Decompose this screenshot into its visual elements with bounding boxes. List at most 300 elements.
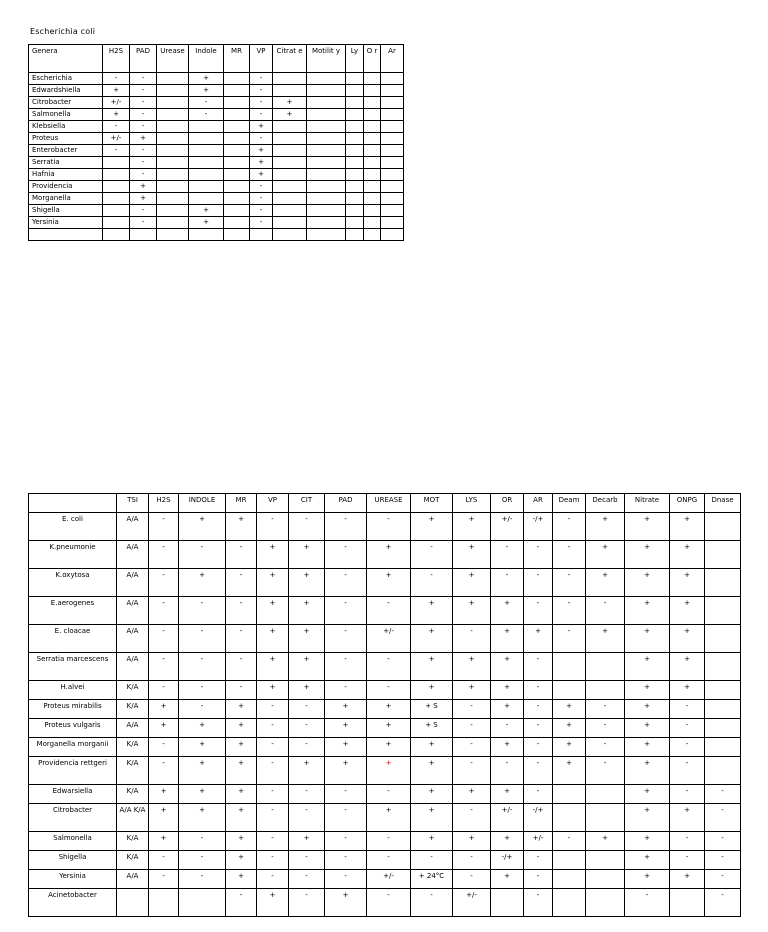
table-cell xyxy=(381,205,404,217)
table-cell xyxy=(224,217,250,229)
row-label: Edwarsiella xyxy=(29,785,117,804)
table-cell xyxy=(224,205,250,217)
row-label: Yersinia xyxy=(29,217,103,229)
table-cell: - xyxy=(524,700,553,719)
table-cell: + xyxy=(670,625,705,653)
table-cell: + xyxy=(625,757,670,785)
table-cell xyxy=(189,133,224,145)
table-cell: + xyxy=(250,157,273,169)
table-cell: + xyxy=(524,625,553,653)
table-cell: + xyxy=(453,513,491,541)
table-cell: - xyxy=(453,719,491,738)
table-cell xyxy=(103,229,130,241)
table-cell: + S xyxy=(411,719,453,738)
table-cell: + xyxy=(553,757,586,785)
table-cell: + xyxy=(189,85,224,97)
table-cell xyxy=(307,97,346,109)
table-cell: + xyxy=(625,625,670,653)
table-cell xyxy=(224,133,250,145)
table-cell xyxy=(273,73,307,85)
row-label: Hafnia xyxy=(29,169,103,181)
column-header: H2S xyxy=(149,494,179,513)
table-cell: - xyxy=(325,625,367,653)
row-label: E. cloacae xyxy=(29,625,117,653)
table-row xyxy=(29,121,404,133)
table-cell xyxy=(346,97,364,109)
table-cell xyxy=(381,121,404,133)
table-row xyxy=(29,217,404,229)
table-cell: + xyxy=(325,757,367,785)
table-cell: - xyxy=(670,738,705,757)
column-header: Genera xyxy=(29,45,103,73)
table-row xyxy=(29,97,404,109)
table-cell: A/A xyxy=(117,513,149,541)
table-row xyxy=(29,181,404,193)
table-cell xyxy=(157,229,189,241)
table-cell xyxy=(364,97,381,109)
column-header: Nitrate xyxy=(625,494,670,513)
table-cell: + xyxy=(226,804,257,832)
table-cell: - xyxy=(453,700,491,719)
table-row xyxy=(29,889,741,917)
table-cell: + xyxy=(257,889,289,917)
table-cell xyxy=(103,157,130,169)
row-label: Citrobacter xyxy=(29,804,117,832)
table-cell: A/A xyxy=(117,541,149,569)
table-cell: - xyxy=(411,569,453,597)
table-cell: A/A xyxy=(117,719,149,738)
table-cell: - xyxy=(491,719,524,738)
table-cell: - xyxy=(189,109,224,121)
table-cell xyxy=(130,229,157,241)
row-label: K.oxytosa xyxy=(29,569,117,597)
table-cell: - xyxy=(103,145,130,157)
table-cell: - xyxy=(250,133,273,145)
table-cell xyxy=(273,205,307,217)
table-cell: - xyxy=(491,757,524,785)
table-row xyxy=(29,85,404,97)
table-cell: - xyxy=(670,785,705,804)
table-cell: + xyxy=(226,851,257,870)
row-label: H.alvei xyxy=(29,681,117,700)
table-cell: - xyxy=(130,169,157,181)
table-row xyxy=(29,513,741,541)
table-cell: + xyxy=(250,121,273,133)
table-cell: - xyxy=(149,870,179,889)
table-cell: - xyxy=(453,757,491,785)
table-cell xyxy=(346,73,364,85)
genera-table xyxy=(28,44,404,241)
table-row xyxy=(29,133,404,145)
header-row xyxy=(29,494,741,513)
table-cell xyxy=(553,889,586,917)
table-cell: - xyxy=(257,851,289,870)
table-cell: + xyxy=(411,681,453,700)
table-cell: + S xyxy=(411,700,453,719)
column-header: Indole xyxy=(189,45,224,73)
table-cell: + xyxy=(491,738,524,757)
column-header: UREASE xyxy=(367,494,411,513)
table-cell xyxy=(273,181,307,193)
table-cell: +/- xyxy=(367,625,411,653)
table-cell: K/A xyxy=(117,785,149,804)
table-cell: + xyxy=(289,541,325,569)
row-label: Yersinia xyxy=(29,870,117,889)
table-cell: +/- xyxy=(524,832,553,851)
table-cell: + xyxy=(179,757,226,785)
table-cell xyxy=(157,169,189,181)
table-cell: A/A xyxy=(117,870,149,889)
table-cell xyxy=(307,217,346,229)
table-cell: + xyxy=(625,785,670,804)
table-cell xyxy=(157,133,189,145)
table-cell xyxy=(364,169,381,181)
table-row xyxy=(29,870,741,889)
table-cell: + xyxy=(367,757,411,785)
table-cell xyxy=(103,205,130,217)
table-cell xyxy=(364,145,381,157)
column-header: Urease xyxy=(157,45,189,73)
table-cell xyxy=(189,229,224,241)
column-header: O r xyxy=(364,45,381,73)
table-cell: - xyxy=(670,832,705,851)
table-cell: + xyxy=(367,804,411,832)
table-cell xyxy=(364,85,381,97)
row-label: Morganella xyxy=(29,193,103,205)
table-cell xyxy=(307,205,346,217)
table-cell: - xyxy=(179,681,226,700)
table-cell xyxy=(705,757,741,785)
table-cell: - xyxy=(586,757,625,785)
table-cell: - xyxy=(325,870,367,889)
table-cell xyxy=(346,145,364,157)
column-header: VP xyxy=(257,494,289,513)
table-cell xyxy=(157,121,189,133)
column-header: Decarb xyxy=(586,494,625,513)
table-cell: + xyxy=(325,719,367,738)
table-cell: - xyxy=(149,597,179,625)
table-cell: - xyxy=(257,832,289,851)
table-cell xyxy=(381,109,404,121)
table-cell: + xyxy=(625,513,670,541)
table-cell xyxy=(381,73,404,85)
table-cell xyxy=(157,217,189,229)
table-cell: + xyxy=(226,832,257,851)
table-cell xyxy=(553,804,586,832)
table-cell: + xyxy=(273,97,307,109)
table-cell xyxy=(381,169,404,181)
table-cell xyxy=(157,97,189,109)
table-cell: - xyxy=(257,513,289,541)
table-cell: + xyxy=(670,681,705,700)
table-cell: - xyxy=(179,832,226,851)
table-cell: + xyxy=(411,625,453,653)
table-cell xyxy=(586,681,625,700)
row-label: Morganella morganii xyxy=(29,738,117,757)
table-cell: - xyxy=(367,832,411,851)
table-cell: - xyxy=(325,681,367,700)
table-cell: + xyxy=(491,681,524,700)
table-cell xyxy=(224,109,250,121)
table-cell xyxy=(224,181,250,193)
table-cell xyxy=(157,193,189,205)
table-cell: - xyxy=(179,541,226,569)
table-cell xyxy=(381,229,404,241)
table-cell xyxy=(553,785,586,804)
row-label: Serratia xyxy=(29,157,103,169)
table-cell xyxy=(553,653,586,681)
table-cell: + xyxy=(411,757,453,785)
table-cell: + xyxy=(625,541,670,569)
table-cell: - xyxy=(670,851,705,870)
table-cell: - xyxy=(149,653,179,681)
table-cell: - xyxy=(257,757,289,785)
table-cell: - xyxy=(453,851,491,870)
table-cell xyxy=(117,889,149,917)
table-cell xyxy=(224,229,250,241)
table-row xyxy=(29,757,741,785)
table-cell xyxy=(586,889,625,917)
table-cell xyxy=(307,133,346,145)
table-cell xyxy=(103,181,130,193)
table-cell: - xyxy=(524,757,553,785)
table-cell: + xyxy=(586,541,625,569)
table-row xyxy=(29,832,741,851)
table-cell: - xyxy=(524,569,553,597)
table-cell: A/A xyxy=(117,597,149,625)
column-header: H2S xyxy=(103,45,130,73)
table-cell: K/A xyxy=(117,681,149,700)
table-cell: + xyxy=(411,653,453,681)
table-cell: - xyxy=(553,513,586,541)
table-cell: - xyxy=(179,625,226,653)
table-cell: - xyxy=(149,757,179,785)
table-cell: + xyxy=(491,785,524,804)
table-cell: + xyxy=(453,681,491,700)
table-cell: - xyxy=(226,889,257,917)
table-cell xyxy=(381,133,404,145)
table-cell: + xyxy=(149,832,179,851)
table-cell xyxy=(705,625,741,653)
table-cell: + xyxy=(625,700,670,719)
table-cell xyxy=(189,169,224,181)
column-header: MR xyxy=(224,45,250,73)
table-cell xyxy=(273,145,307,157)
table-cell: + xyxy=(625,851,670,870)
table-row xyxy=(29,597,741,625)
table-cell xyxy=(364,73,381,85)
table-cell: + xyxy=(491,870,524,889)
table-cell: - xyxy=(325,851,367,870)
table-cell xyxy=(103,193,130,205)
table-cell: - xyxy=(367,889,411,917)
table-cell xyxy=(224,121,250,133)
table-cell: +/- xyxy=(491,513,524,541)
table-cell: + xyxy=(491,832,524,851)
table-cell xyxy=(346,217,364,229)
table-cell: - xyxy=(250,85,273,97)
table-cell: - xyxy=(705,832,741,851)
page-caption: Escherichia coli xyxy=(30,27,96,36)
table-cell: - xyxy=(179,851,226,870)
column-header: PAD xyxy=(130,45,157,73)
table-cell: + xyxy=(179,513,226,541)
table-cell: - xyxy=(705,785,741,804)
table-cell: + xyxy=(367,541,411,569)
table-cell: - xyxy=(130,109,157,121)
table-row xyxy=(29,719,741,738)
table-cell xyxy=(189,145,224,157)
table-cell: + xyxy=(226,719,257,738)
row-label: Edwardshiella xyxy=(29,85,103,97)
table-cell: - xyxy=(367,597,411,625)
table-cell xyxy=(586,870,625,889)
table-cell: + xyxy=(179,569,226,597)
table-cell: + xyxy=(670,541,705,569)
table-cell: - xyxy=(257,719,289,738)
table-cell xyxy=(705,597,741,625)
table-cell: + xyxy=(226,870,257,889)
table-cell xyxy=(346,109,364,121)
table-cell xyxy=(189,121,224,133)
table-cell: + xyxy=(189,205,224,217)
table-cell: - xyxy=(586,700,625,719)
table-cell: +/- xyxy=(103,133,130,145)
table-cell: A/A xyxy=(117,653,149,681)
table-cell: - xyxy=(367,513,411,541)
row-label: Serratia marcescens xyxy=(29,653,117,681)
table-cell: + xyxy=(625,569,670,597)
table-cell: + xyxy=(325,700,367,719)
table-cell: - xyxy=(524,870,553,889)
column-header: TSI xyxy=(117,494,149,513)
table-cell: - xyxy=(367,785,411,804)
table-cell xyxy=(157,109,189,121)
table-cell: + 24°C xyxy=(411,870,453,889)
table-cell: - xyxy=(553,597,586,625)
table-cell xyxy=(103,217,130,229)
table-cell: - xyxy=(250,193,273,205)
table-cell xyxy=(307,193,346,205)
table-cell: + xyxy=(130,133,157,145)
table-cell: - xyxy=(411,851,453,870)
table-cell xyxy=(381,157,404,169)
table-cell: A/A xyxy=(117,625,149,653)
table-cell xyxy=(273,169,307,181)
table-cell: - xyxy=(325,785,367,804)
table-cell xyxy=(553,851,586,870)
table-cell: + xyxy=(149,719,179,738)
table-row xyxy=(29,653,741,681)
table-cell: + xyxy=(257,625,289,653)
table-cell: + xyxy=(625,681,670,700)
table-cell: + xyxy=(289,569,325,597)
table-cell: + xyxy=(189,73,224,85)
table-cell xyxy=(307,73,346,85)
table-cell xyxy=(705,653,741,681)
table-cell: - xyxy=(289,870,325,889)
table-cell: + xyxy=(250,145,273,157)
row-label: Providencia rettgeri xyxy=(29,757,117,785)
table-cell: K/A xyxy=(117,832,149,851)
table-cell xyxy=(553,870,586,889)
table-cell: + xyxy=(367,569,411,597)
table-cell: +/- xyxy=(453,889,491,917)
table-row xyxy=(29,205,404,217)
table-cell: - xyxy=(289,719,325,738)
table-cell: + xyxy=(411,513,453,541)
table-cell xyxy=(586,653,625,681)
table-cell: - xyxy=(367,653,411,681)
table-cell: + xyxy=(226,757,257,785)
row-label: Klebsiella xyxy=(29,121,103,133)
table-cell xyxy=(364,205,381,217)
row-label: Citrobacter xyxy=(29,97,103,109)
table-cell: - xyxy=(453,804,491,832)
table-cell xyxy=(705,719,741,738)
table-cell: - xyxy=(524,738,553,757)
table-cell: + xyxy=(670,804,705,832)
table-cell: - xyxy=(250,217,273,229)
table-cell: + xyxy=(179,719,226,738)
column-header: OR xyxy=(491,494,524,513)
table-cell: - xyxy=(325,541,367,569)
table-cell: + xyxy=(257,541,289,569)
table-cell: + xyxy=(586,513,625,541)
table-cell xyxy=(346,205,364,217)
table-cell: - xyxy=(524,597,553,625)
table-cell xyxy=(364,181,381,193)
table-cell xyxy=(346,85,364,97)
table-cell: - xyxy=(670,700,705,719)
table-cell: -/+ xyxy=(524,804,553,832)
table-cell: + xyxy=(411,832,453,851)
table-cell xyxy=(157,73,189,85)
table-cell: + xyxy=(179,785,226,804)
column-header: MR xyxy=(226,494,257,513)
table-cell: -/+ xyxy=(491,851,524,870)
table-cell: - xyxy=(325,653,367,681)
table-cell: - xyxy=(226,597,257,625)
row-label: Escherichia xyxy=(29,73,103,85)
table-cell: + xyxy=(149,700,179,719)
column-header: ONPG xyxy=(670,494,705,513)
table-cell: + xyxy=(367,738,411,757)
table-cell: - xyxy=(179,653,226,681)
row-label: Shigella xyxy=(29,851,117,870)
table-cell: + xyxy=(553,719,586,738)
table-cell: - xyxy=(226,625,257,653)
column-header: MOT xyxy=(411,494,453,513)
table-cell: + xyxy=(226,513,257,541)
table-cell: - xyxy=(130,73,157,85)
table-cell xyxy=(307,169,346,181)
table-cell: - xyxy=(325,569,367,597)
row-label: Proteus xyxy=(29,133,103,145)
table-cell: - xyxy=(250,181,273,193)
table-cell: - xyxy=(226,681,257,700)
table-cell: - xyxy=(250,205,273,217)
biochemical-tests-table xyxy=(28,493,741,917)
table-cell: - xyxy=(524,681,553,700)
table-cell: - xyxy=(130,121,157,133)
table-cell: + xyxy=(491,625,524,653)
table-cell xyxy=(273,217,307,229)
table-cell: - xyxy=(670,757,705,785)
table-cell: K/A xyxy=(117,851,149,870)
table-cell: + xyxy=(367,700,411,719)
table-cell: - xyxy=(325,597,367,625)
